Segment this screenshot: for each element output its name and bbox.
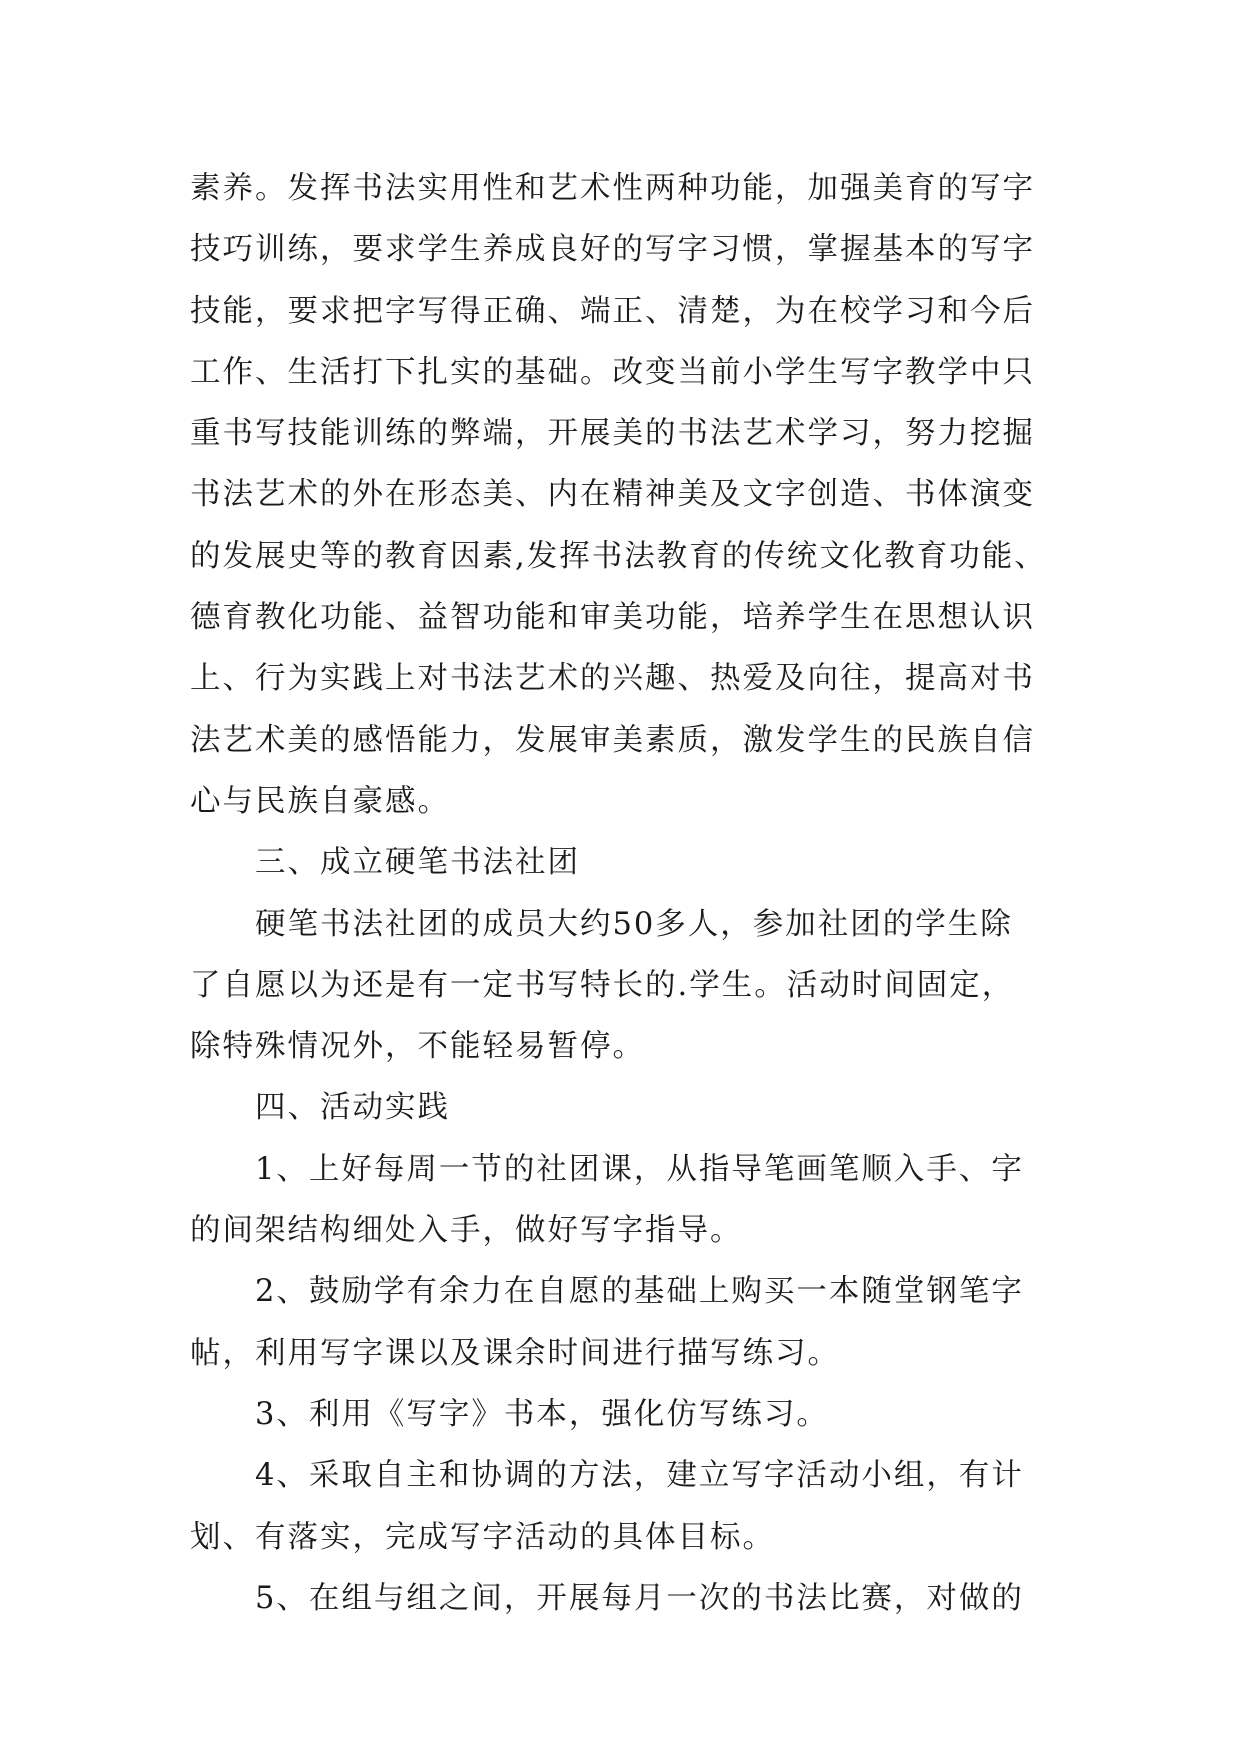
list-item: 1、上好每周一节的社团课，从指导笔画笔顺入手、字 xyxy=(255,1151,1024,1187)
text-line: 法艺术美的感悟能力，发展审美素质，激发学生的民族自信 xyxy=(190,722,1035,758)
text-line: 技能，要求把字写得正确、端正、清楚，为在校学习和今后 xyxy=(190,293,1035,329)
text-line: 工作、生活打下扎实的基础。改变当前小学生写字教学中只 xyxy=(190,354,1035,390)
text-line: 划、有落实，完成写字活动的具体目标。 xyxy=(190,1519,775,1555)
text-line: 的间架结构细处入手，做好写字指导。 xyxy=(190,1213,743,1249)
text-line: 素养。发挥书法实用性和艺术性两种功能，加强美育的写字 xyxy=(190,171,1035,206)
list-item: 4、采取自主和协调的方法，建立写字活动小组，有计 xyxy=(255,1458,1024,1494)
text-line: 硬笔书法社团的成员大约50多人，参加社团的学生除 xyxy=(255,906,1013,942)
section-heading: 四、活动实践 xyxy=(255,1090,450,1126)
text-line: 帖，利用写字课以及课余时间进行描写练习。 xyxy=(190,1335,840,1371)
text-line: 了自愿以为还是有一定书写特长的.学生。活动时间固定， xyxy=(190,967,1015,1003)
text-line: 除特殊情况外，不能轻易暂停。 xyxy=(190,1029,645,1065)
text-line: 德育教化功能、益智功能和审美功能，培养学生在思想认识 xyxy=(190,600,1035,636)
text-line: 重书写技能训练的弊端，开展美的书法艺术学习，努力挖掘 xyxy=(190,416,1035,452)
section-heading: 三、成立硬笔书法社团 xyxy=(255,845,580,881)
list-item: 2、鼓励学有余力在自愿的基础上购买一本随堂钢笔字 xyxy=(255,1274,1024,1310)
text-line: 上、行为实践上对书法艺术的兴趣、热爱及向往，提高对书 xyxy=(190,661,1035,697)
text-line: 书法艺术的外在形态美、内在精神美及文字创造、书体演变 xyxy=(190,477,1035,513)
body-text xyxy=(190,158,1060,1629)
text-line: 的发展史等的教育因素,发挥书法教育的传统文化教育功能、 xyxy=(190,538,1047,574)
text-line: 心与民族自豪感。 xyxy=(190,783,450,819)
text-line: 技巧训练，要求学生养成良好的写字习惯，掌握基本的写字 xyxy=(190,232,1035,268)
list-item: 5、在组与组之间，开展每月一次的书法比赛，对做的 xyxy=(255,1580,1024,1616)
list-item: 3、利用《写字》书本，强化仿写练习。 xyxy=(255,1396,829,1432)
